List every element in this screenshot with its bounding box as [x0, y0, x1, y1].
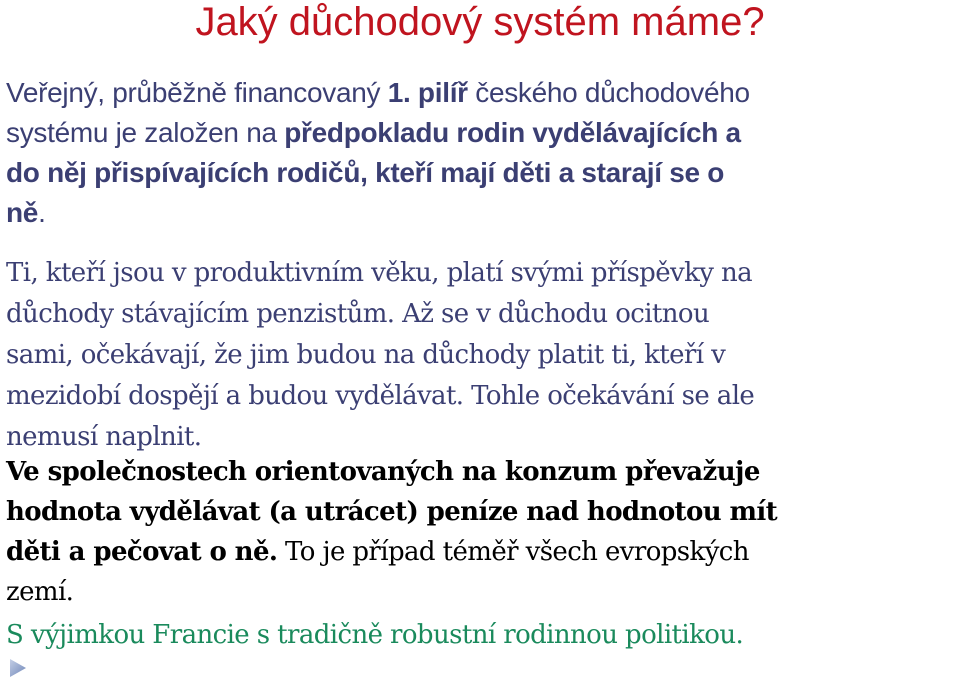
paragraph-consumer-society-line: zemí.: [6, 577, 74, 607]
slide-title: Jaký důchodový systém máme?: [195, 0, 765, 44]
paragraph-consumer-society: [6, 452, 956, 612]
paragraph-first-pillar-line: [6, 73, 956, 113]
paragraph-contributions-line: nemusí naplnit.: [6, 422, 202, 452]
paragraph-consumer-society-line: [6, 532, 956, 572]
paragraph-contributions-line: mezidobí dospějí a budou vydělávat. Tohle očekávání se ale: [6, 381, 755, 411]
text-run: systému je založen na: [6, 117, 285, 148]
triangle-bullet-icon: [8, 658, 28, 678]
paragraph-consumer-society-line: [6, 452, 956, 492]
text-run: českého důchodového: [467, 77, 750, 108]
text-run: .: [38, 197, 46, 228]
text-run: Veřejný, průběžně financovaný: [6, 77, 388, 108]
paragraph-first-pillar: [6, 73, 956, 233]
paragraph-contributions-line: sami, očekávají, že jim budou na důchody platit ti, kteří v: [6, 340, 726, 370]
paragraph-consumer-society-line: [6, 492, 956, 532]
paragraph-first-pillar-line: [6, 193, 956, 233]
paragraph-contributions-line: důchody stávajícím penzistům. Až se v důchodu ocitnou: [6, 299, 710, 329]
bold-text-run: ně: [6, 197, 39, 228]
paragraph-contributions-line: Ti, kteří jsou v produktivním věku, platí svými příspěvky na: [6, 258, 753, 288]
bold-text-run: hodnota vydělávat (a utrácet) peníze nad hodnotou mít: [6, 497, 778, 527]
paragraph-first-pillar-line: [6, 113, 956, 153]
bold-text-run: předpokladu rodin vydělávajících a: [284, 117, 741, 148]
bold-text-run: do něj přispívajících rodičů, kteří mají děti a starají se o: [6, 157, 725, 188]
bold-text-run: 1. pilíř: [387, 77, 468, 108]
paragraph-contributions: [6, 253, 956, 458]
bold-text-run: děti a pečovat o ně.: [6, 537, 278, 567]
paragraph-first-pillar-line: [6, 153, 956, 193]
paragraph-france-exception: [6, 615, 956, 655]
bold-text-run: Ve společnostech orientovaných na konzum převažuje: [6, 457, 760, 487]
paragraph-france-exception-line: S výjimkou Francie s tradičně robustní rodinnou politikou.: [6, 620, 744, 650]
text-run: To je případ téměř všech evropských: [277, 537, 749, 567]
